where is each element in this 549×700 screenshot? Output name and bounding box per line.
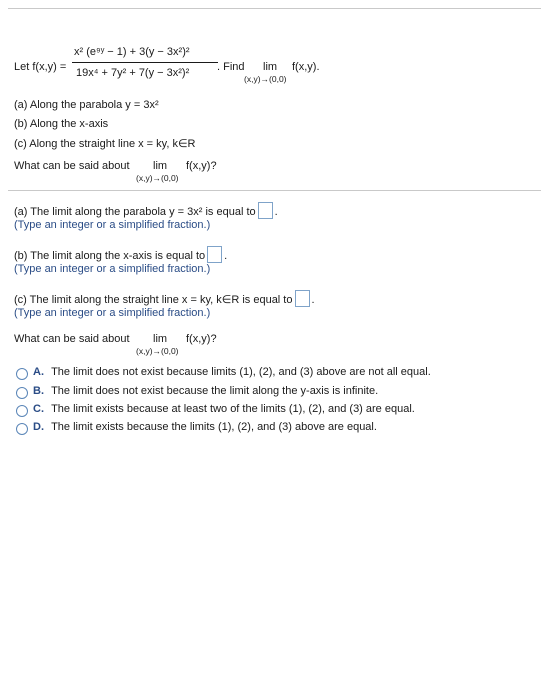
what-label: What can be said about	[14, 160, 130, 172]
option-b-letter: B.	[33, 385, 44, 397]
find-label: . Find	[217, 61, 245, 73]
answer-c-period: .	[311, 294, 315, 306]
numerator: x² (e⁹ʸ − 1) + 3(y − 3x²)²	[74, 46, 190, 58]
option-c-radio[interactable]	[16, 405, 28, 417]
answers-what-expression: f(x,y)?	[186, 333, 217, 345]
answer-c-text: (c) The limit along the straight line x = ky, k∈R is equal to	[14, 294, 293, 306]
option-a-letter: A.	[33, 366, 44, 378]
answers-lim-word: lim	[153, 333, 168, 345]
let-label: Let f(x,y) =	[14, 61, 67, 73]
answer-c-row	[14, 290, 315, 307]
lim-subscript: (x,y)→(0,0)	[244, 74, 287, 84]
answer-b-text: (b) The limit along the x-axis is equal to	[14, 250, 206, 262]
top-divider	[8, 8, 541, 9]
answer-c-hint: (Type an integer or a simplified fraction.)	[14, 307, 211, 319]
denominator: 19x⁴ + 7y² + 7(y − 3x²)²	[76, 67, 190, 79]
answer-b-hint: (Type an integer or a simplified fraction.)	[14, 263, 211, 275]
answer-a-hint: (Type an integer or a simplified fraction.)	[14, 219, 211, 231]
what-lim-subscript: (x,y)→(0,0)	[136, 173, 179, 183]
section-divider	[8, 190, 541, 191]
item-c: (c) Along the straight line x = ky, k∈R	[14, 138, 196, 150]
option-b-text: The limit does not exist because the limit along the y-axis is infinite.	[51, 385, 379, 397]
option-c-text: The limit exists because at least two of the limits (1), (2), and (3) are equal.	[51, 403, 415, 415]
option-d-letter: D.	[33, 421, 44, 433]
answer-a-input[interactable]	[258, 202, 273, 219]
answers-lim-subscript: (x,y)→(0,0)	[136, 346, 179, 356]
answer-b-row	[14, 246, 227, 263]
item-a: (a) Along the parabola y = 3x²	[14, 99, 159, 111]
answer-a-period: .	[274, 206, 278, 218]
what-lim-word: lim	[153, 160, 168, 172]
what-expression: f(x,y)?	[186, 160, 217, 172]
answers-what-label: What can be said about	[14, 333, 130, 345]
answer-c-input[interactable]	[295, 290, 310, 307]
answer-a-row	[14, 202, 278, 219]
item-b: (b) Along the x-axis	[14, 118, 109, 130]
option-c-letter: C.	[33, 403, 44, 415]
option-b-radio[interactable]	[16, 387, 28, 399]
option-a-radio[interactable]	[16, 368, 28, 380]
fraction-bar	[72, 62, 218, 63]
lim-word: lim	[263, 61, 278, 73]
answer-b-period: .	[224, 250, 228, 262]
lim-expression: f(x,y).	[292, 61, 320, 73]
option-d-radio[interactable]	[16, 423, 28, 435]
answer-b-input[interactable]	[207, 246, 222, 263]
option-a-text: The limit does not exist because limits (1), (2), and (3) above are not all equal.	[51, 366, 431, 378]
answer-a-text: (a) The limit along the parabola y = 3x² is equal to	[14, 206, 256, 218]
option-d-text: The limit exists because the limits (1), (2), and (3) above are equal.	[51, 421, 377, 433]
